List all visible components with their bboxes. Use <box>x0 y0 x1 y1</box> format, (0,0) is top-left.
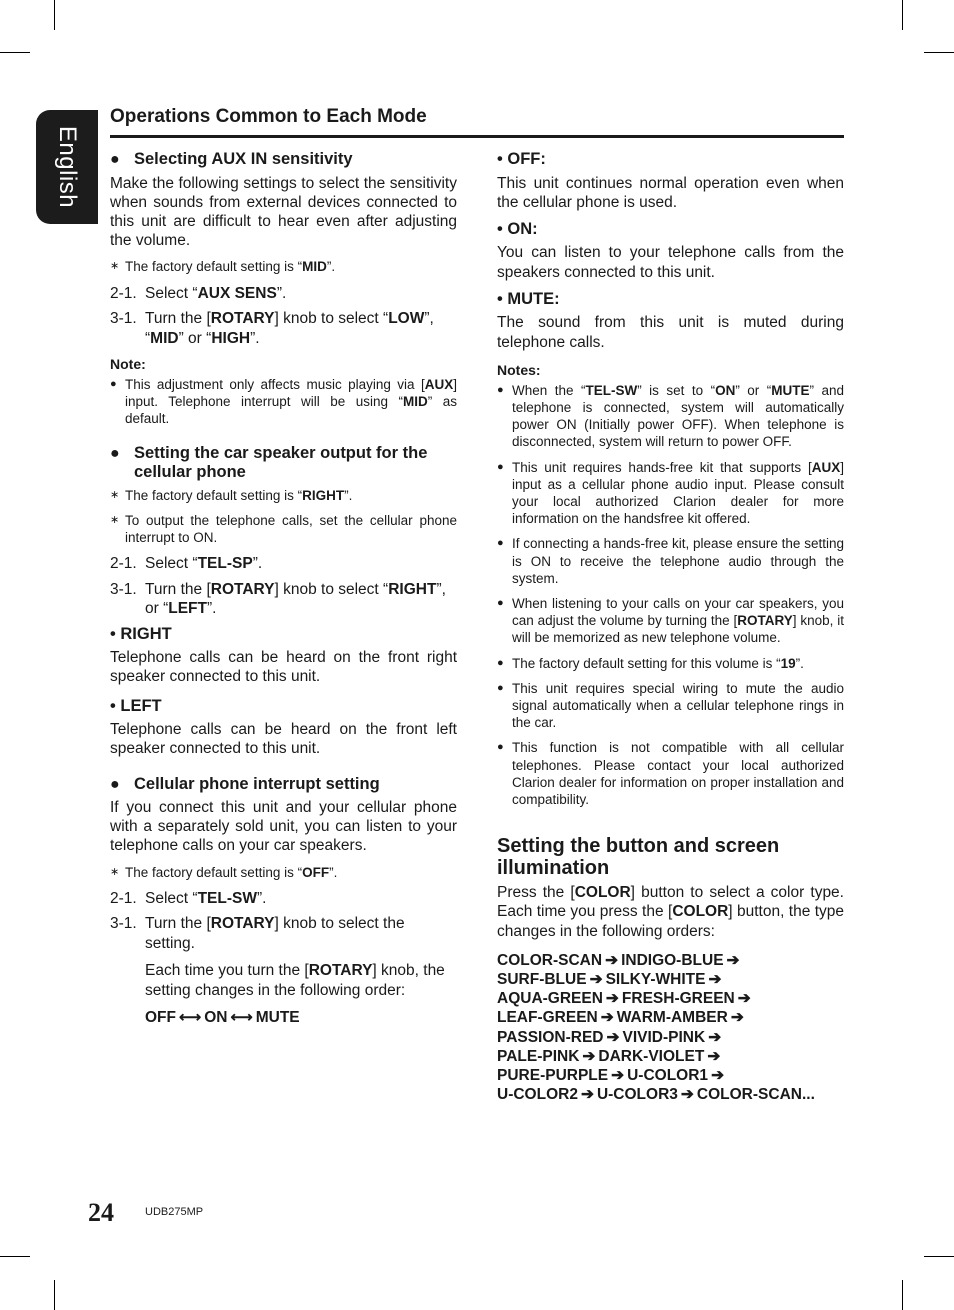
left-column <box>110 150 457 1028</box>
arrow-right-icon: ➔ <box>589 971 603 988</box>
color-line: PURE-PURPLE ➔ U-COLOR1 ➔ <box>497 1067 725 1085</box>
asterisk-icon: ∗ <box>110 488 120 501</box>
bullet-icon: ● <box>110 444 120 462</box>
mute-heading: • MUTE: <box>497 289 560 308</box>
color-line: AQUA-GREEN ➔ FRESH-GREEN ➔ <box>497 990 751 1008</box>
note-7: ● This function is not compatible with all cellular telephones. Please contact your local authorized Clarion dealer for information on proper installation and compatibility. <box>497 740 844 807</box>
left-heading: • LEFT <box>110 696 162 715</box>
arrow-right-icon: ➔ <box>726 951 740 969</box>
bullet-icon: ● <box>497 656 504 669</box>
arrow-right-icon: ➔ <box>606 1028 620 1046</box>
color-line: PASSION-RED ➔ VIVID-PINK ➔ <box>497 1028 722 1046</box>
arrow-right-icon: ➔ <box>730 1009 744 1027</box>
note-2: ● This unit requires hands-free kit that supports [AUX] input as a cellular phone audio input. Please consult your local authorized Clarion dealer for more information on the handsfree kit offered. <box>497 459 844 527</box>
note-4: ● When listening to your calls on your car speakers, you can adjust the volume by turning the [ROTARY] knob, it will be memorized as new telephone volume. <box>497 595 845 646</box>
notes-heading: Notes: <box>497 361 541 378</box>
note-1: ● When the “TEL-SW” is set to “ON” or “MUTE” and telephone is connected, system will automatically power ON (Initially power OFF). When telephone is disconnected, system will return to power OFF. <box>497 382 845 450</box>
aux-default: ∗ The factory default setting is “MID”. <box>110 259 336 275</box>
note-6: ● This unit requires special wiring to mute the audio signal automatically when a cellular telephone rings in the car. <box>497 680 844 731</box>
speaker-default: ∗ The factory default setting is “RIGHT”. <box>110 487 353 503</box>
bullet-icon: ● <box>110 775 120 793</box>
arrow-right-icon: ➔ <box>708 1028 722 1046</box>
speaker-step-2: 3-1. Turn the [ROTARY] knob to select “RIGHT”, or “LEFT”. <box>110 580 446 618</box>
double-arrow-icon: ⟷ <box>230 1009 253 1027</box>
arrow-right-icon: ➔ <box>582 1047 596 1065</box>
arrow-right-icon: ➔ <box>580 1086 594 1104</box>
crop-mark <box>0 52 30 53</box>
arrow-right-icon: ➔ <box>605 990 619 1008</box>
interrupt-intro: If you connect this unit and your cellular phone with a separately sold unit, you can listen to your telephone calls on your car speakers. <box>110 799 457 855</box>
crop-mark <box>902 1280 903 1310</box>
color-line: PALE-PINK ➔ DARK-VIOLET ➔ <box>497 1047 721 1065</box>
interrupt-default: ∗ The factory default setting is “OFF”. <box>110 864 338 880</box>
color-line: SURF-BLUE ➔ SILKY-WHITE ➔ <box>497 971 722 988</box>
bullet-icon: ● <box>497 460 504 473</box>
aux-step-1: 2-1. Select “AUX SENS”. <box>110 284 287 302</box>
bullet-icon: ● <box>497 681 504 694</box>
language-tab-label: English <box>54 125 81 209</box>
crop-mark <box>924 1256 954 1257</box>
speaker-note: ∗ To output the telephone calls, set the cellular phone interrupt to ON. <box>110 512 457 546</box>
language-tab <box>36 110 98 224</box>
right-column <box>497 150 844 1104</box>
aux-heading: ● Selecting AUX IN sensitivity <box>110 150 353 168</box>
double-arrow-icon: ⟷ <box>179 1009 202 1027</box>
arrow-right-icon: ➔ <box>600 1009 614 1027</box>
color-line: U-COLOR2 ➔ U-COLOR3 ➔ COLOR-SCAN... <box>497 1086 815 1104</box>
speaker-heading: ● Setting the car speaker output for the cellular phone <box>110 443 428 482</box>
arrow-right-icon: ➔ <box>708 971 722 988</box>
right-text: Telephone calls can be heard on the front right speaker connected to this unit. <box>110 649 457 686</box>
aux-note-heading: Note: <box>110 356 146 373</box>
asterisk-icon: ∗ <box>110 513 120 526</box>
crop-mark <box>924 52 954 53</box>
model-number: UDB275MP <box>145 1206 204 1218</box>
asterisk-icon: ∗ <box>110 260 120 273</box>
speaker-step-1: 2-1. Select “TEL-SP”. <box>110 555 263 573</box>
illumination-heading: Setting the button and screen illumination <box>497 835 780 879</box>
interrupt-heading: ● Cellular phone interrupt setting <box>110 774 380 793</box>
crop-mark <box>902 0 903 30</box>
section-title: Operations Common to Each Mode <box>110 106 427 127</box>
asterisk-icon: ∗ <box>110 865 120 878</box>
right-heading: • RIGHT <box>110 624 172 643</box>
off-heading: • OFF: <box>497 150 546 168</box>
note-5: ● The factory default setting for this volume is “19”. <box>497 655 804 671</box>
bullet-icon: ● <box>497 537 504 550</box>
bullet-icon: ● <box>497 741 504 754</box>
interrupt-step-2-detail: Each time you turn the [ROTARY] knob, the setting changes in the following order: <box>145 962 445 999</box>
page-number: 24 <box>88 1198 114 1227</box>
aux-note: ● This adjustment only affects music playing via [AUX] input. Telephone interrupt will be using “MID” as default. <box>110 377 457 427</box>
on-heading: • ON: <box>497 219 538 238</box>
arrow-right-icon: ➔ <box>707 1047 721 1065</box>
arrow-right-icon: ➔ <box>711 1067 725 1085</box>
off-text: This unit continues normal operation even when the cellular phone is used. <box>497 174 844 211</box>
section-rule <box>110 135 844 138</box>
interrupt-step-1: 2-1. Select “TEL-SW”. <box>110 889 267 907</box>
arrow-right-icon: ➔ <box>737 990 751 1008</box>
arrow-right-icon: ➔ <box>680 1086 694 1104</box>
arrow-right-icon: ➔ <box>611 1067 625 1085</box>
color-line: COLOR-SCAN ➔ INDIGO-BLUE ➔ <box>497 951 740 969</box>
on-text: You can listen to your telephone calls from the speakers connected to this unit. <box>497 244 844 281</box>
left-text: Telephone calls can be heard on the front left speaker connected to this unit. <box>110 721 457 758</box>
aux-intro: Make the following settings to select the sensitivity when sounds from external devices connected to this unit are difficult to hear even after adjusting the volume. <box>110 174 457 250</box>
color-sequence <box>497 951 844 1105</box>
aux-step-2: 3-1. Turn the [ROTARY] knob to select “LOW”, “MID” or “HIGH”. <box>110 310 434 347</box>
crop-mark <box>0 1256 30 1257</box>
interrupt-sequence: OFF ⟷ ON ⟷ MUTE <box>145 1009 300 1027</box>
bullet-icon: ● <box>110 151 120 168</box>
crop-mark <box>54 1280 55 1310</box>
bullet-icon: ● <box>110 378 117 391</box>
bullet-icon: ● <box>497 596 504 609</box>
note-3: ● If connecting a hands-free kit, please ensure the setting is ON to receive the telephone audio through the system. <box>497 536 844 586</box>
bullet-icon: ● <box>497 383 504 396</box>
crop-mark <box>54 0 55 30</box>
color-line: LEAF-GREEN ➔ WARM-AMBER ➔ <box>497 1009 744 1027</box>
interrupt-step-2: 3-1. Turn the [ROTARY] knob to select the setting. <box>110 915 405 952</box>
arrow-right-icon: ➔ <box>605 951 619 969</box>
illumination-text: Press the [COLOR] button to select a color type. Each time you press the [COLOR] button, the type changes in the following orders: <box>497 884 844 940</box>
mute-text: The sound from this unit is muted during telephone calls. <box>497 314 844 351</box>
